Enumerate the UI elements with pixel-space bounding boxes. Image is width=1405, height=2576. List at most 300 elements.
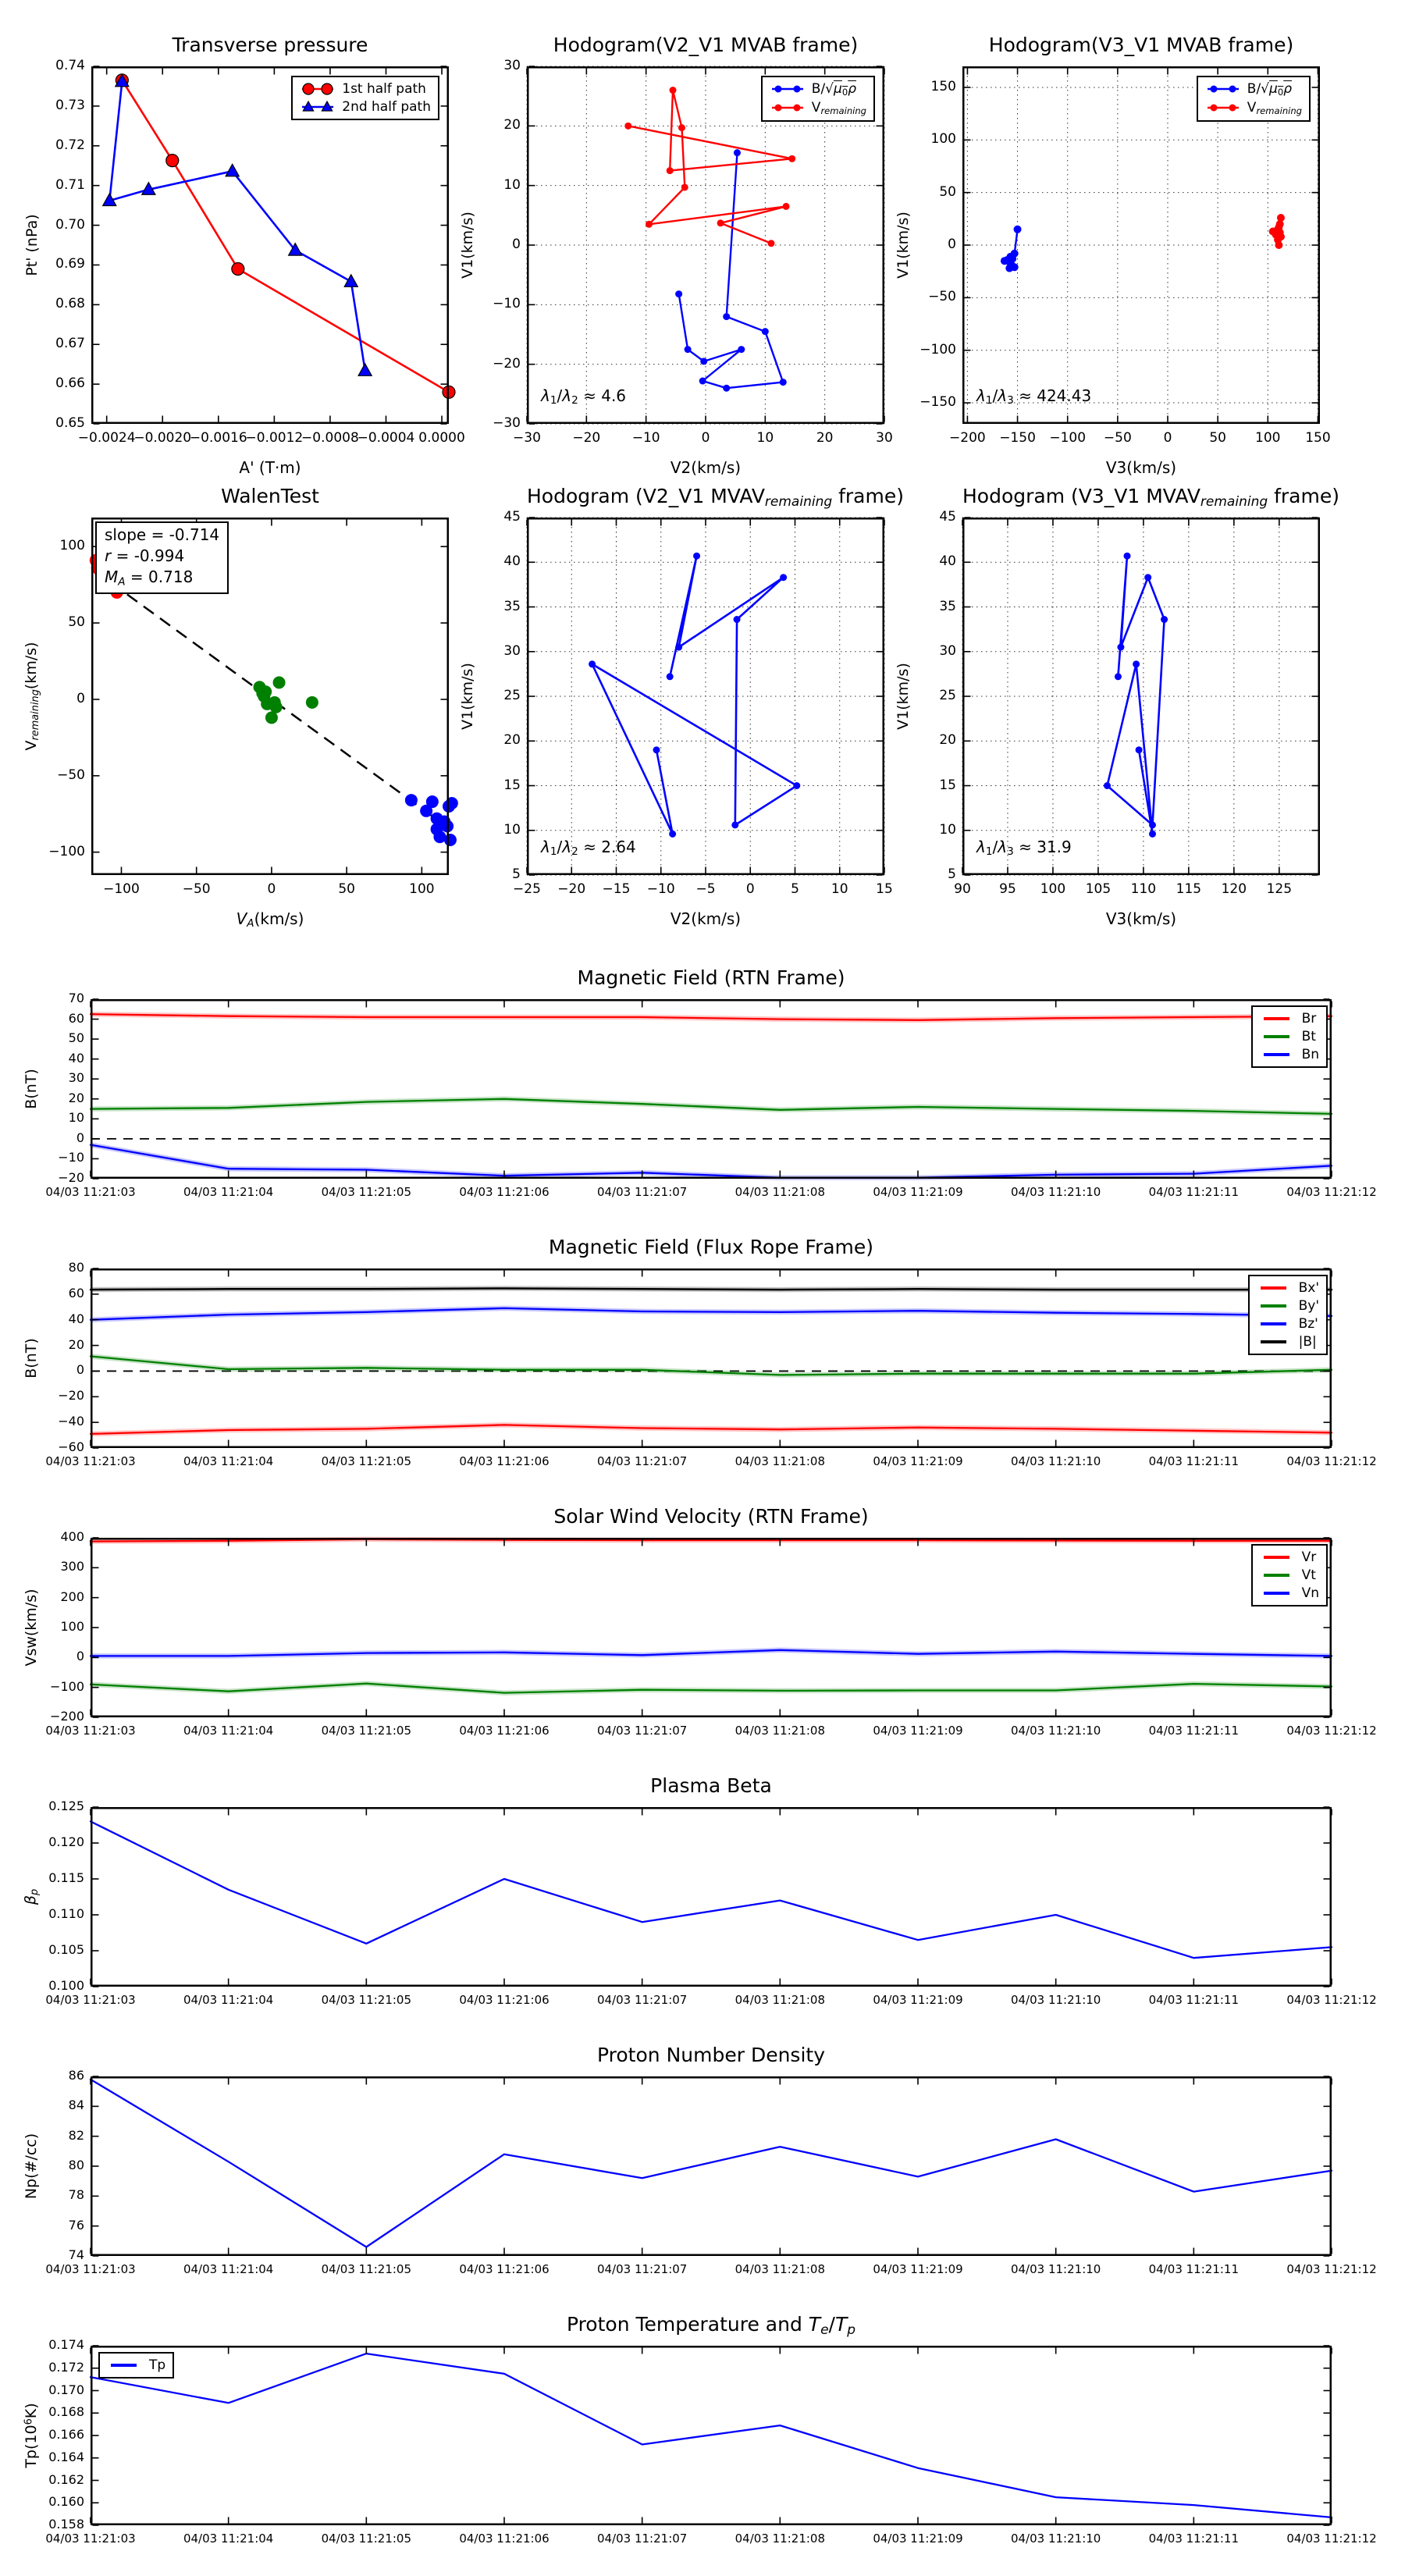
series-vn xyxy=(91,1650,1332,1656)
legend-entry xyxy=(1260,1011,1319,1026)
tick-label: 04/03 11:21:04 xyxy=(183,2262,274,2276)
tick-label: 0.68 xyxy=(55,296,85,312)
tick-label: 0.160 xyxy=(48,2494,84,2510)
tick-label: 20 xyxy=(68,1336,84,1352)
legend-entry xyxy=(1205,81,1302,98)
plot-area-solar-wind-velocity-rtn xyxy=(91,1538,1332,1717)
legend-swatch xyxy=(1260,1029,1296,1044)
tick-label: 04/03 11:21:11 xyxy=(1148,1993,1240,2007)
tick-label: 20 xyxy=(939,732,956,749)
tick-label: 04/03 11:21:11 xyxy=(1148,1185,1240,1199)
axes-border xyxy=(91,2077,1331,2255)
series-tp xyxy=(91,2354,1332,2517)
legend-label: |B| xyxy=(1298,1334,1317,1350)
tick-label: 04/03 11:21:09 xyxy=(873,1454,963,1468)
tick-label: −10 xyxy=(58,1150,84,1165)
tick-label: 04/03 11:21:08 xyxy=(735,1724,826,1738)
tick-label: −50 xyxy=(1103,430,1132,446)
legend-entry xyxy=(300,99,431,115)
tick-label: 04/03 11:21:12 xyxy=(1286,1993,1377,2007)
tick-label: 04/03 11:21:08 xyxy=(735,1993,826,2007)
x-axis-label: V2(km/s) xyxy=(670,909,742,928)
legend-swatch xyxy=(1205,81,1241,97)
legend-entry xyxy=(300,81,431,97)
tick-label: 86 xyxy=(68,2068,84,2083)
tick-label: 04/03 11:21:05 xyxy=(321,1454,412,1468)
tick-label: 04/03 11:21:05 xyxy=(321,2262,412,2276)
plot-area-magnetic-field-flux-rope xyxy=(91,1268,1332,1448)
tick-label: 04/03 11:21:07 xyxy=(596,2532,688,2546)
legend-label: Vt xyxy=(1301,1567,1316,1583)
legend-entry xyxy=(1260,1029,1319,1044)
legend-swatch xyxy=(1257,1298,1293,1314)
tick-label: 20 xyxy=(503,117,521,133)
tick-label: −5 xyxy=(695,881,716,897)
tick-label: 0 xyxy=(745,881,755,897)
legend-swatch xyxy=(1257,1334,1293,1350)
tick-label: 125 xyxy=(1266,881,1293,897)
tick-label: −100 xyxy=(103,881,140,897)
tick-label: 84 xyxy=(68,2097,84,2113)
legend xyxy=(1248,1275,1328,1355)
x-axis-label: V2(km/s) xyxy=(670,458,742,477)
tick-label: 04/03 11:21:03 xyxy=(45,2532,136,2546)
tick-label: 50 xyxy=(68,1030,84,1046)
legend xyxy=(1251,1544,1328,1606)
tick-label: 5 xyxy=(512,866,521,882)
series-bn xyxy=(91,1145,1332,1178)
plot-area-proton-temperature xyxy=(91,2346,1332,2525)
legend-entry xyxy=(1260,1567,1319,1583)
tick-label: 0.70 xyxy=(55,216,85,233)
tick-label: 04/03 11:21:04 xyxy=(183,2532,274,2546)
plot-area-proton-number-density xyxy=(91,2076,1332,2256)
tick-label: 50 xyxy=(1209,430,1226,446)
tick-label: 10 xyxy=(831,881,848,897)
tick-label: −100 xyxy=(919,341,956,358)
tick-label: 0 xyxy=(76,690,85,706)
tick-label: 90 xyxy=(954,881,971,897)
tick-label: 10 xyxy=(939,821,956,838)
series-bz-prime xyxy=(91,1308,1332,1320)
tick-label: 30 xyxy=(939,642,956,659)
tick-label: 0.0000 xyxy=(418,430,465,446)
tick-label: −50 xyxy=(57,767,85,783)
tick-label: 0 xyxy=(76,1649,84,1664)
tick-label: 300 xyxy=(60,1559,84,1574)
tick-label: 10 xyxy=(68,1110,84,1126)
tick-marks xyxy=(91,2076,1332,2256)
tick-label: 76 xyxy=(68,2217,84,2233)
x-axis-label: V3(km/s) xyxy=(1105,458,1177,477)
tick-label: 35 xyxy=(503,598,521,614)
legend-label: Vr xyxy=(1301,1550,1317,1565)
fit-result-line: slope = -0.714 xyxy=(105,525,220,544)
tick-label: 0.100 xyxy=(48,1978,84,1993)
chart-title: Hodogram (V3_V1 MVAVremaining frame) xyxy=(962,485,1339,510)
legend-label: Vremaining xyxy=(1247,99,1302,116)
tick-label: −20 xyxy=(572,430,601,446)
legend-label: $B/√\mu 0\overline{\rho}$ xyxy=(811,81,857,98)
tick-label: 74 xyxy=(68,2247,84,2262)
tick-label: 0 xyxy=(76,1130,84,1145)
chart-title: Plasma Beta xyxy=(650,1774,772,1797)
tick-label: 04/03 11:21:10 xyxy=(1010,2532,1101,2546)
tick-label: −50 xyxy=(928,289,956,305)
tick-label: 04/03 11:21:08 xyxy=(735,2532,826,2546)
chart-title: WalenTest xyxy=(221,485,319,507)
tick-label: 04/03 11:21:09 xyxy=(873,1185,963,1199)
x-axis-label: VA(km/s) xyxy=(236,909,304,930)
fit-result-line: MA = 0.718 xyxy=(105,568,194,589)
chart-title: Hodogram (V2_V1 MVAVremaining frame) xyxy=(527,485,904,510)
tick-label: 04/03 11:21:05 xyxy=(321,2532,412,2546)
tick-label: 04/03 11:21:06 xyxy=(459,1993,550,2007)
legend-swatch xyxy=(770,100,806,116)
tick-label: 0 xyxy=(701,430,710,446)
tick-label: 04/03 11:21:09 xyxy=(873,1724,963,1738)
tick-label: 0.65 xyxy=(55,415,85,431)
tick-label: 04/03 11:21:03 xyxy=(45,1454,136,1468)
fit-results-box xyxy=(95,521,229,594)
tick-label: 04/03 11:21:12 xyxy=(1286,1185,1377,1199)
tick-label: 30 xyxy=(503,642,521,659)
tick-label: 50 xyxy=(939,183,956,200)
tick-label: 0 xyxy=(948,237,956,252)
legend-label: Bt xyxy=(1301,1029,1316,1044)
tick-label: 50 xyxy=(68,614,85,631)
legend-swatch xyxy=(1257,1316,1293,1332)
legend-entry xyxy=(1260,1047,1319,1062)
legend-entry xyxy=(1257,1316,1319,1332)
tick-label: 100 xyxy=(60,1619,84,1634)
tick-label: 40 xyxy=(939,553,956,570)
legend-swatch xyxy=(300,99,336,115)
tick-label: 115 xyxy=(1176,881,1202,897)
tick-label: 30 xyxy=(503,58,521,73)
legend-swatch xyxy=(1260,1047,1296,1062)
tick-label: −20 xyxy=(557,881,586,897)
tick-label: 04/03 11:21:04 xyxy=(183,1993,274,2007)
tick-label: −10 xyxy=(646,881,675,897)
chart-title: Hodogram(V3_V1 MVAB frame) xyxy=(988,34,1294,56)
tick-label: 0.174 xyxy=(48,2337,84,2352)
legend-entry xyxy=(107,2357,165,2373)
tick-label: 04/03 11:21:06 xyxy=(459,1724,550,1738)
tick-label: 04/03 11:21:11 xyxy=(1148,1454,1240,1468)
tick-label: 04/03 11:21:12 xyxy=(1286,2262,1377,2276)
tick-label: 10 xyxy=(756,430,774,446)
x-axis-label: A' (T·m) xyxy=(239,458,301,477)
tick-label: 04/03 11:21:07 xyxy=(596,1454,688,1468)
tick-label: 0.110 xyxy=(48,1906,84,1921)
tick-label: 30 xyxy=(68,1070,84,1086)
legend-label: By' xyxy=(1298,1298,1319,1314)
legend xyxy=(291,76,439,120)
tick-label: 04/03 11:21:09 xyxy=(873,1993,963,2007)
tick-label: 20 xyxy=(503,732,521,749)
tick-label: 78 xyxy=(68,2187,84,2203)
tick-label: 100 xyxy=(930,131,956,148)
legend-label: $B/√\mu 0\overline{\rho}$ xyxy=(1247,81,1293,98)
tick-label: −200 xyxy=(50,1709,84,1724)
tick-label: 0 xyxy=(512,237,521,252)
legend-swatch xyxy=(300,81,336,97)
tick-label: 04/03 11:21:03 xyxy=(45,1185,136,1199)
tick-label: −25 xyxy=(513,881,541,897)
legend-entry xyxy=(1257,1280,1319,1296)
tick-label: 0.170 xyxy=(48,2382,84,2397)
legend-label: 2nd half path xyxy=(342,99,431,115)
legend-label: Br xyxy=(1301,1011,1317,1026)
tick-label: 04/03 11:21:05 xyxy=(321,1724,412,1738)
tick-label: 5 xyxy=(948,866,956,882)
tick-label: 25 xyxy=(939,688,956,703)
axes-border xyxy=(91,1000,1331,1178)
legend xyxy=(98,2352,174,2379)
series-by-prime xyxy=(91,1357,1332,1375)
tick-label: −0.0016 xyxy=(189,430,247,446)
eigenvalue-ratio-annotation: λ1/λ2 ≈ 4.6 xyxy=(541,386,627,407)
tick-label: 04/03 11:21:12 xyxy=(1286,1724,1377,1738)
tick-marks xyxy=(91,999,1332,1179)
chart-title: Solar Wind Velocity (RTN Frame) xyxy=(553,1505,869,1528)
tick-label: 04/03 11:21:10 xyxy=(1010,1993,1101,2007)
tick-label: 0.71 xyxy=(55,176,85,193)
legend-entry xyxy=(1260,1550,1319,1565)
tick-label: 04/03 11:21:10 xyxy=(1010,1185,1101,1199)
tick-label: 04/03 11:21:07 xyxy=(596,1724,688,1738)
legend-entry xyxy=(1205,100,1302,116)
tick-label: 0 xyxy=(76,1362,84,1378)
chart-title: Hodogram(V2_V1 MVAB frame) xyxy=(553,34,859,56)
tick-label: 35 xyxy=(939,598,956,614)
tick-label: 100 xyxy=(1040,881,1066,897)
tick-label: −20 xyxy=(58,1388,84,1404)
tick-label: 04/03 11:21:10 xyxy=(1010,1454,1101,1468)
series-bx-prime xyxy=(91,1425,1332,1434)
tick-label: 40 xyxy=(68,1311,84,1326)
legend-swatch xyxy=(1205,100,1241,116)
tick-label: 20 xyxy=(816,430,834,446)
tick-label: 04/03 11:21:11 xyxy=(1148,2262,1240,2276)
tick-label: 120 xyxy=(1221,881,1247,897)
tick-label: 15 xyxy=(876,881,893,897)
tick-label: −0.0008 xyxy=(301,430,359,446)
tick-label: 110 xyxy=(1130,881,1157,897)
tick-label: 04/03 11:21:06 xyxy=(459,2532,550,2546)
tick-label: 0.74 xyxy=(55,58,85,73)
tick-label: 04/03 11:21:04 xyxy=(183,1185,274,1199)
tick-label: −100 xyxy=(1049,430,1087,446)
tick-label: 100 xyxy=(59,538,85,554)
legend-label: Bx' xyxy=(1298,1280,1319,1296)
series-v-remaining-path xyxy=(589,553,800,838)
axes-border xyxy=(91,1269,1331,1447)
tick-label: 40 xyxy=(68,1050,84,1066)
series-b-over-sqrt-mu0rho xyxy=(1001,226,1022,272)
tick-label: 200 xyxy=(60,1589,84,1604)
chart-title: Magnetic Field (Flux Rope Frame) xyxy=(548,1236,874,1258)
tick-label: 0.168 xyxy=(48,2404,84,2420)
tick-label: −15 xyxy=(602,881,631,897)
tick-label: 04/03 11:21:03 xyxy=(45,1993,136,2007)
legend-entry xyxy=(1260,1585,1319,1601)
legend-swatch xyxy=(107,2357,143,2373)
tick-label: −30 xyxy=(493,415,521,431)
tick-label: 100 xyxy=(1255,430,1281,446)
tick-label: 0.105 xyxy=(48,1942,84,1957)
tick-label: 04/03 11:21:08 xyxy=(735,1454,826,1468)
tick-label: 82 xyxy=(68,2127,84,2143)
tick-label: −50 xyxy=(182,881,211,897)
tick-label: 0.164 xyxy=(48,2449,84,2464)
tick-label: −20 xyxy=(493,355,521,372)
tick-label: 0.158 xyxy=(48,2517,84,2532)
tick-label: 04/03 11:21:06 xyxy=(459,1185,550,1199)
tick-label: 0.125 xyxy=(48,1799,84,1813)
tick-label: 0.120 xyxy=(48,1834,84,1849)
series-v-remaining xyxy=(1269,214,1285,249)
legend-entry xyxy=(770,81,866,98)
tick-label: −10 xyxy=(493,296,521,312)
tick-label: 04/03 11:21:09 xyxy=(873,2532,963,2546)
tick-label: −0.0024 xyxy=(77,430,136,446)
fit-result-line: r = -0.994 xyxy=(105,546,185,565)
series-np xyxy=(91,2080,1332,2247)
tick-label: 15 xyxy=(939,777,956,793)
tick-label: 04/03 11:21:03 xyxy=(45,2262,136,2276)
chart-title: Proton Number Density xyxy=(597,2044,825,2066)
tick-label: 04/03 11:21:03 xyxy=(45,1724,136,1738)
legend-swatch xyxy=(1260,1011,1296,1026)
tick-label: −0.0020 xyxy=(133,430,192,446)
chart-title: Transverse pressure xyxy=(172,34,368,56)
tick-label: 04/03 11:21:12 xyxy=(1286,2532,1377,2546)
chart-title: Proton Temperature and Te/Tp xyxy=(566,2313,856,2338)
tick-label: 04/03 11:21:11 xyxy=(1148,1724,1240,1738)
tick-label: −10 xyxy=(631,430,660,446)
tick-label: −30 xyxy=(513,430,541,446)
tick-label: 30 xyxy=(876,430,893,446)
tick-label: 0.67 xyxy=(55,336,85,352)
tick-label: 45 xyxy=(503,509,521,525)
legend-label: Bn xyxy=(1301,1047,1319,1062)
tick-label: 04/03 11:21:08 xyxy=(735,2262,826,2276)
legend-entry xyxy=(1257,1334,1319,1350)
series-br xyxy=(91,1014,1332,1020)
tick-label: 04/03 11:21:05 xyxy=(321,1993,412,2007)
tick-label: 150 xyxy=(1305,430,1331,446)
tick-label: 0.162 xyxy=(48,2471,84,2487)
series-walen-second-half xyxy=(405,794,458,846)
tick-label: 0.166 xyxy=(48,2427,84,2442)
legend-label: Vremaining xyxy=(811,99,866,116)
tick-label: 0.172 xyxy=(48,2359,84,2375)
series-bt xyxy=(91,1099,1332,1114)
legend-label: Bz' xyxy=(1298,1316,1318,1332)
tick-label: 0 xyxy=(267,881,276,897)
legend-label: Tp xyxy=(149,2357,166,2373)
legend-swatch xyxy=(1260,1585,1296,1601)
tick-marks xyxy=(91,1807,1332,1987)
tick-label: 20 xyxy=(68,1090,84,1105)
tick-marks xyxy=(91,1268,1332,1448)
legend-swatch xyxy=(1257,1280,1293,1296)
tick-label: 04/03 11:21:07 xyxy=(596,1993,688,2007)
tick-label: 60 xyxy=(68,1010,84,1026)
series-b-magnitude xyxy=(91,1289,1332,1290)
eigenvalue-ratio-annotation: λ1/λ3 ≈ 424.43 xyxy=(976,386,1092,407)
tick-label: 04/03 11:21:04 xyxy=(183,1724,274,1738)
tick-label: −0.0004 xyxy=(357,430,415,446)
legend-entry xyxy=(1257,1298,1319,1314)
eigenvalue-ratio-annotation: λ1/λ3 ≈ 31.9 xyxy=(976,838,1072,859)
tick-label: 70 xyxy=(68,991,84,1005)
tick-label: 04/03 11:21:10 xyxy=(1010,2262,1101,2276)
legend-label: Vn xyxy=(1301,1585,1319,1601)
tick-label: 04/03 11:21:10 xyxy=(1010,1724,1101,1738)
tick-label: 0.72 xyxy=(55,137,85,153)
plot-area-magnetic-field-rtn xyxy=(91,999,1332,1179)
tick-label: −200 xyxy=(949,430,986,446)
tick-label: −150 xyxy=(919,394,956,411)
legend-entry xyxy=(770,100,866,116)
tick-label: 04/03 11:21:06 xyxy=(459,2262,550,2276)
legend xyxy=(761,76,875,122)
legend-swatch xyxy=(1260,1550,1296,1565)
legend-label: 1st half path xyxy=(342,81,426,97)
tick-label: 0.73 xyxy=(55,97,85,113)
tick-label: −0.0012 xyxy=(245,430,304,446)
tick-label: 0.69 xyxy=(55,256,85,272)
tick-label: 10 xyxy=(503,821,521,838)
series-vt xyxy=(91,1684,1332,1693)
chart-title: Magnetic Field (RTN Frame) xyxy=(577,966,845,989)
eigenvalue-ratio-annotation: λ1/λ2 ≈ 2.64 xyxy=(541,838,636,859)
tick-label: 95 xyxy=(999,881,1016,897)
series-b-over-sqrt-mu0rho xyxy=(675,149,787,392)
tick-label: 0.115 xyxy=(48,1870,84,1885)
plot-area-hodogram-v2v1-mvav xyxy=(527,518,884,875)
tick-label: 60 xyxy=(68,1285,84,1300)
tick-label: −100 xyxy=(48,843,85,859)
legend xyxy=(1197,76,1311,122)
plot-area-plasma-beta xyxy=(91,1807,1332,1987)
legend-swatch xyxy=(770,81,806,97)
tick-label: 04/03 11:21:12 xyxy=(1286,1454,1377,1468)
figure: Transverse pressure −0.0024 −0.0020 −0.0016 −0.0012 −0.0008 −0.0004 0.0000 0.65 0.66 0.67 0.68 0.69 0.70 0.71 0.72 0.73 0.74 A' (T·m) Pt' (nPa) 1st half path 2nd half path Hodogram(V2_V1 MVAB frame) −30 −20 −10 0 10 20 30 −30 −20 −10 0 10 20 30 V2(km/s) V1(km/s) $B/√\mu 0\overline{\rho}$ Vremaining λ1/λ2 ≈ 4.6 Hodogram(V3_V1 MVAB frame) −200 −150 −100 −50 0 50 100 150 −150 −100 −50 0 50 100 150 V3(km/s) V1(km/s) $B/√\mu 0\overline{\rho}$ Vremaining λ1/λ3 ≈ 424.43 WalenTest −100 −50 0 50 100 −100 −50 0 50 100 VA(km/s) Vremaining(km/s) slope = -0.714 r = -0.994 MA = 0.718 Hodogram (V2_V1 MVAVremaining frame) −25 −20 −15 −10 −5 0 5 10 15 5 10 15 20 25 30 35 40 45 V2(km/s) V1(km/s) λ1/λ2 ≈ 2.64 Hodogram (V3_V1 MVAVremaining frame) 90 95 100 105 110 115 120 125 5 10 15 20 25 30 35 40 45 V3(km/s) V1(km/s) λ1/λ3 ≈ 31.9 Magnetic Field (RTN Frame) 04/03 11:21:03 04/03 11:21:04 04/03 11:21:05 04/03 11:21:06 04/03 11:21:07 04/03 11:21:08 04/03 11:21:09 04/03 11:21:10 04/03 11:21:11 04/03 11:21:12 −20 −10 0 10 20 30 40 50 60 70 B(nT) Br Bt Bn Magnetic Field (Flux Rope Frame) 04/03 11:21:03 04/03 11:21:04 04/03 11:21:05 04/03 11:21:06 04/03 11:21:07 04/03 11:21:08 04/03 11:21:09 04/03 11:21:10 04/03 11:21:11 04/03 11:21:12 −60 −40 −20 0 20 40 60 80 B(nT) Bx' By' Bz' |B| Solar Wind Velocity (RTN Frame) 04/03 11:21:03 04/03 11:21:04 04/03 11:21:05 04/03 11:21:06 04/03 11:21:07 04/03 11:21:08 04/03 11:21:09 04/03 11:21:10 04/03 11:21:11 04/03 11:21:12 −200 −100 0 100 200 300 400 Vsw(km/s) Vr Vt Vn Plasma Beta 04/03 11:21:03 04/03 11:21:04 04/03 11:21:05 04/03 11:21:06 04/03 11:21:07 04/03 11:21:08 04/03 11:21:09 04/03 11:21:10 04/03 11:21:11 04/03 11:21:12 0.100 0.105 0.110 0.115 0.120 0.125 βp Proton Number Density 04/03 11:21:03 04/03 11:21:04 04/03 11:21:05 04/03 11:21:06 04/03 11:21:07 04/03 11:21:08 04/03 11:21:09 04/03 11:21:10 04/03 11:21:11 04/03 11:21:12 74 76 78 80 82 84 86 Np(#/cc) Proton Temperature and Te/Tp 04/03 11:21:03 04/03 11:21:04 04/03 11:21:05 04/03 11:21:06 04/03 11:21:07 04/03 11:21:08 04/03 11:21:09 04/03 11:21:10 04/03 11:21:11 04/03 11:21:12 0.158 0.160 0.162 0.164 0.166 0.168 0.170 0.172 0.174 $Tp(10^6K)$ Tp xyxy=(0,0,1405,2576)
tick-label: −150 xyxy=(999,430,1036,446)
series-1st-half-path xyxy=(116,74,455,398)
tick-label: 0 xyxy=(1163,430,1172,446)
series-walen-center xyxy=(254,676,318,724)
plot-area-hodogram-v3v1-mvav xyxy=(962,518,1320,875)
tick-label: 105 xyxy=(1085,881,1112,897)
tick-label: −20 xyxy=(58,1170,84,1185)
series-beta-p xyxy=(91,1821,1332,1958)
tick-label: 10 xyxy=(503,176,521,193)
tick-label: 80 xyxy=(68,1260,84,1275)
tick-label: 100 xyxy=(409,881,435,897)
tick-label: 04/03 11:21:07 xyxy=(596,1185,688,1199)
tick-label: 04/03 11:21:04 xyxy=(183,1454,274,1468)
tick-label: −100 xyxy=(50,1678,84,1694)
tick-label: −40 xyxy=(58,1414,84,1429)
tick-label: 50 xyxy=(338,881,355,897)
tick-label: 04/03 11:21:11 xyxy=(1148,2532,1240,2546)
axes-border xyxy=(92,67,448,423)
